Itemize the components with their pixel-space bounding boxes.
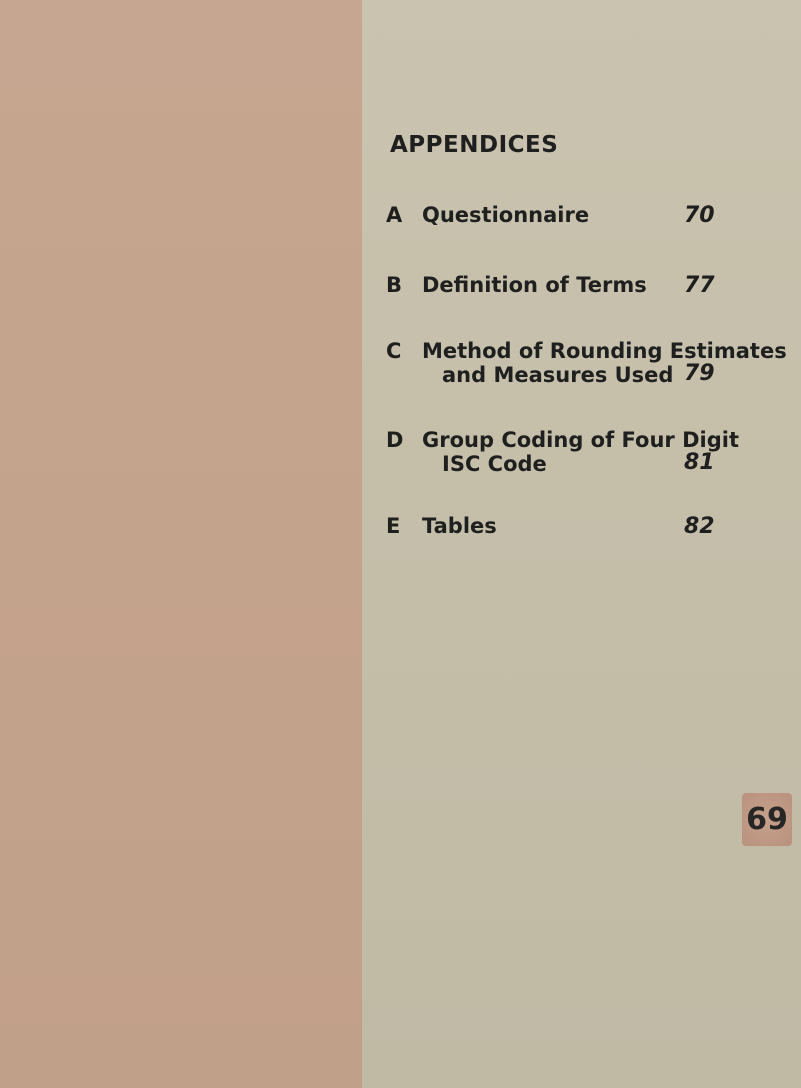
appendix-page-number: 81 [684, 450, 715, 475]
appendix-page-number: 77 [684, 273, 715, 298]
appendix-title-line: Method of Rounding Estimates [422, 339, 787, 363]
left-color-panel [0, 0, 362, 1088]
appendix-title-line: Definition of Terms [422, 273, 647, 297]
appendix-title [422, 273, 647, 297]
appendix-page-number: 70 [684, 203, 715, 228]
appendix-title [422, 514, 497, 538]
appendix-letter: A [386, 203, 403, 227]
appendix-title-line: and Measures Used [442, 363, 674, 387]
folio-page-number: 69 [742, 793, 792, 846]
appendix-letter: E [386, 514, 401, 538]
appendix-title-line: Tables [422, 514, 497, 538]
appendix-letter: C [386, 339, 402, 363]
appendix-title [422, 339, 787, 387]
appendix-page-number: 82 [684, 514, 715, 539]
appendix-title-line: Group Coding of Four Digit [422, 428, 739, 452]
page-heading: APPENDICES [390, 132, 559, 158]
right-text-panel [362, 0, 801, 1088]
appendix-letter: B [386, 273, 403, 297]
appendix-letter: D [386, 428, 404, 452]
appendix-title-line: Questionnaire [422, 203, 590, 227]
appendix-title [422, 203, 589, 227]
appendix-page-number: 79 [684, 361, 715, 386]
appendix-title-line: ISC Code [442, 452, 547, 476]
